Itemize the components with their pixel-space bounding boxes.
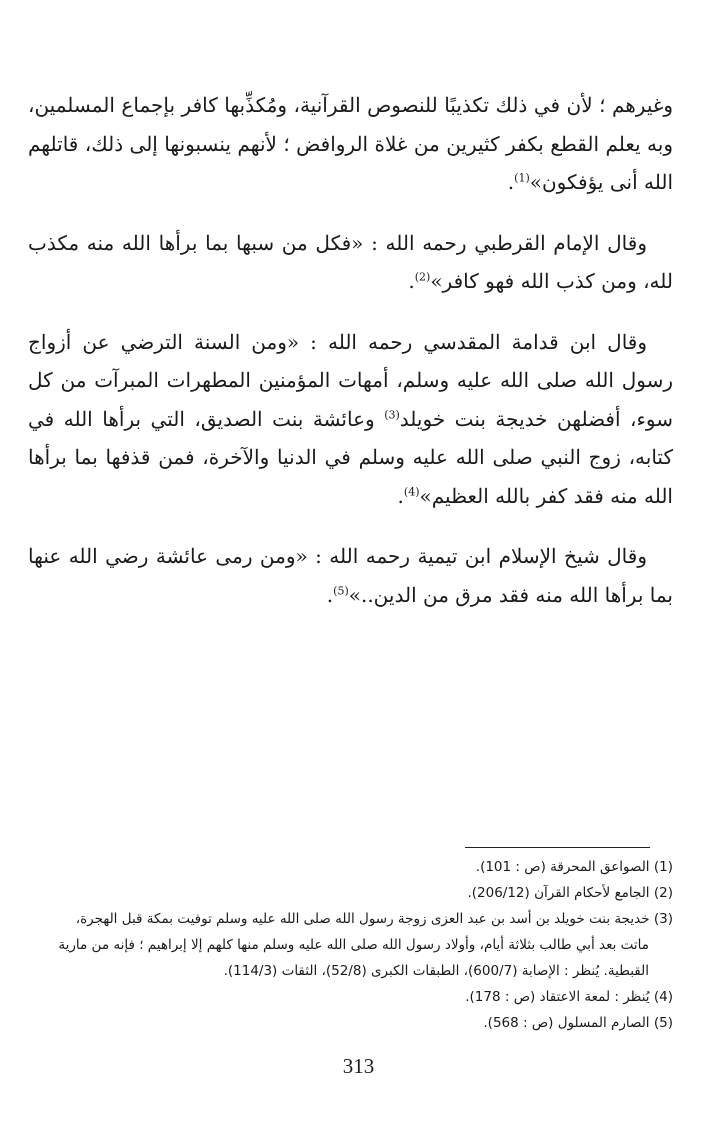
footnote-separator [465, 847, 650, 848]
footnote-ref-3: (3) [384, 407, 400, 421]
footnotes-section [30, 854, 673, 1036]
footnote-3 [30, 906, 673, 984]
paragraph-1-end: . [507, 170, 515, 194]
paragraph-4-text: وقال شيخ الإسلام ابن تيمية رحمه الله : «ومن رمى عائشة رضي الله عنها بما برأها الله منه فقد مرق من الدين..» [28, 544, 673, 607]
paragraph-4-end: . [326, 582, 334, 607]
paragraph-1-text: وغيرهم ؛ لأن في ذلك تكذيبًا للنصوص القرآنية، ومُكذِّبها كافر بإجماع المسلمين، وبه يعلم القطع بكفر كثيرين من غلاة الروافض ؛ لأنهم ينسبونها إلى ذلك، قاتلهم الله أنى يؤفكون» [28, 93, 673, 194]
paragraph-3-text-part1: وقال ابن قدامة المقدسي رحمه الله : «ومن السنة الترضي عن أزواج رسول الله صلى الله عليه وسلم، أمهات المؤمنين المطهرات المبرآت من كل سوء، أفضلهن خديجة بنت خويلد [28, 329, 673, 431]
footnote-3-continuation: ماتت بعد أبي طالب بثلاثة أيام، وأولاد رسول الله صلى الله عليه وسلم منها كلهم إلا إبراهيم ؛ فإنه من مارية القبطية. يُنظر : الإصابة (600/7)، الطبقات الكبرى (52/8)، الثقات (114/3). [58, 937, 649, 979]
paragraph-2 [28, 224, 673, 301]
footnote-ref-5: (5) [333, 583, 349, 597]
footnote-5: (5) الصارم المسلول (ص : 568). [483, 1015, 673, 1031]
paragraph-2-end: . [408, 269, 415, 293]
footnote-3-line1: (3) خديجة بنت خويلد بن أسد بن عبد العزى زوجة رسول الله صلى الله عليه وسلم توفيت بمكة قبل الهجرة، [75, 911, 673, 927]
footnote-2: (2) الجامع لأحكام القرآن (206/12). [467, 885, 673, 901]
page-number: 313 [342, 1054, 375, 1078]
footnote-4: (4) يُنظر : لمعة الاعتقاد (ص : 178). [465, 989, 673, 1005]
main-text-body [28, 86, 673, 636]
paragraph-4 [28, 537, 673, 614]
paragraph-3-text-part2: وعائشة بنت الصديق، التي برأها الله في كتابه، زوج النبي صلى الله عليه وسلم في الدنيا والآخرة، فمن قذفها بما برأها الله منه فقد كفر بالله العظيم» [28, 406, 673, 508]
footnote-ref-2: (2) [414, 270, 431, 284]
footnote-1: (1) الصواعق المحرقة (ص : 101). [475, 859, 673, 875]
paragraph-1 [28, 86, 673, 202]
paragraph-2-text: وقال الإمام القرطبي رحمه الله : «فكل من سبها بما برأها الله منه مكذب لله، ومن كذب الله فهو كافر» [28, 230, 673, 293]
paragraph-3 [28, 323, 673, 516]
footnote-ref-1: (1) [514, 171, 530, 185]
footnote-ref-4: (4) [403, 484, 420, 498]
paragraph-3-end: . [397, 483, 404, 508]
